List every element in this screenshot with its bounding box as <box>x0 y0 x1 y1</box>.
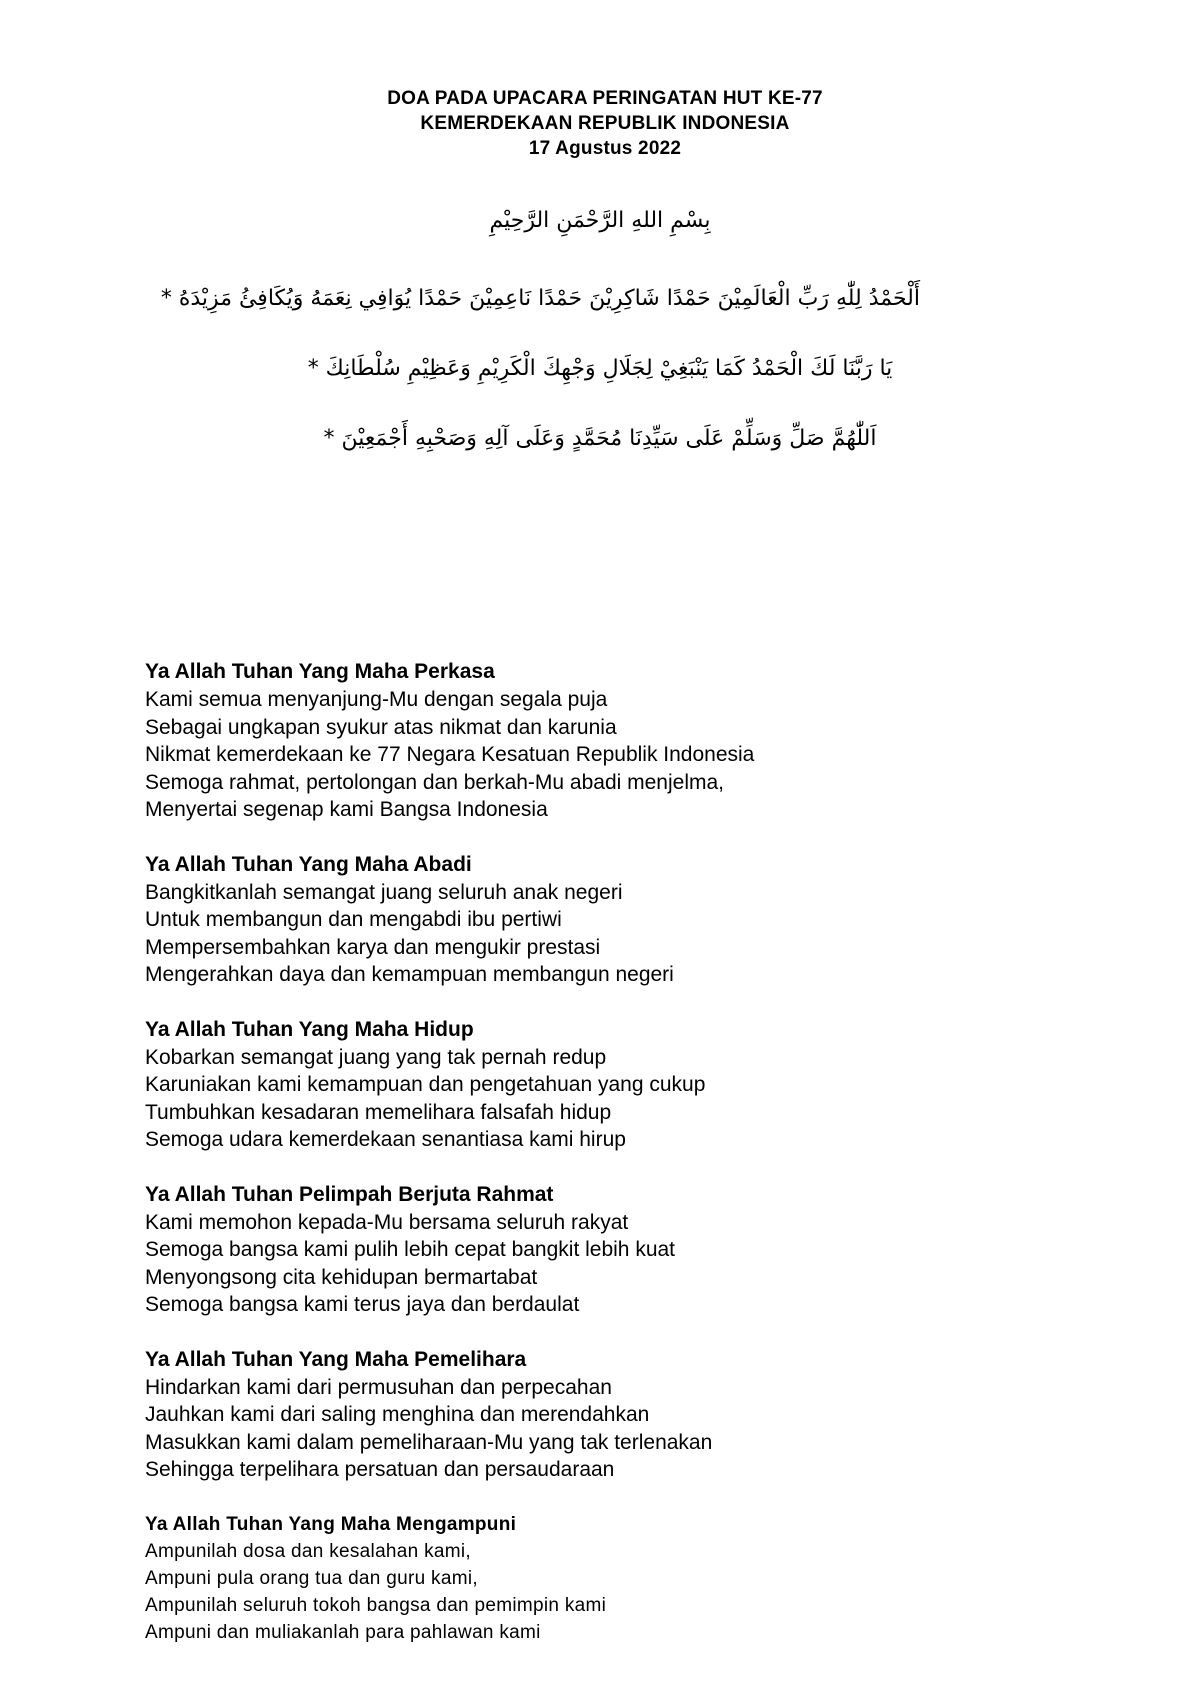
stanza-line: Jauhkan kami dari saling menghina dan merendahkan <box>145 1403 650 1426</box>
stanza-line: Karuniakan kami kemampuan dan pengetahuan yang cukup <box>145 1073 706 1096</box>
document-header <box>0 86 1200 161</box>
stanza-title: Ya Allah Tuhan Yang Maha Mengampuni <box>145 1513 517 1535</box>
stanza-line: Kami semua menyanjung-Mu dengan segala puja <box>145 688 608 711</box>
stanza-line: Menyertai segenap kami Bangsa Indonesia <box>145 798 548 821</box>
document-title-line-2: KEMERDEKAAN REPUBLIK INDONESIA <box>420 113 790 134</box>
stanza-rahmat <box>145 1181 1145 1319</box>
stanza-line: Semoga rahmat, pertolongan dan berkah-Mu abadi menjelma, <box>145 770 725 794</box>
stanza-line: Semoga bangsa kami terus jaya dan berdaulat <box>145 1293 580 1316</box>
stanza-pemelihara <box>145 1346 1145 1484</box>
stanza-title: Ya Allah Tuhan Yang Maha Perkasa <box>145 660 495 683</box>
stanza-title: Ya Allah Tuhan Yang Maha Pemelihara <box>145 1347 527 1371</box>
stanza-line: Sebagai ungkapan syukur atas nikmat dan karunia <box>145 715 617 739</box>
stanza-line: Ampuni dan muliakanlah para pahlawan kami <box>145 1621 541 1643</box>
stanza-line: Ampuni pula orang tua dan guru kami, <box>145 1567 478 1589</box>
stanza-line: Sehingga terpelihara persatuan dan persaudaraan <box>145 1458 615 1481</box>
stanza-title: Ya Allah Tuhan Pelimpah Berjuta Rahmat <box>145 1182 554 1206</box>
stanza-line: Semoga udara kemerdekaan senantiasa kami hirup <box>145 1128 626 1151</box>
stanza-line: Semoga bangsa kami pulih lebih cepat bangkit lebih kuat <box>145 1238 676 1261</box>
stanza-hidup <box>145 1016 1145 1154</box>
stanza-perkasa <box>145 658 1145 824</box>
prayer-body <box>145 658 1145 1673</box>
stanza-line: Kobarkan semangat juang yang tak pernah redup <box>145 1045 607 1069</box>
stanza-line: Hindarkan kami dari permusuhan dan perpecahan <box>145 1375 612 1399</box>
stanza-line: Ampunilah seluruh tokoh bangsa dan pemimpin kami <box>145 1594 607 1616</box>
stanza-line: Menyongsong cita kehidupan bermartabat <box>145 1265 538 1289</box>
arabic-line-hamdalah: أَلْحَمْدُ لِلّٰهِ رَبِّ الْعَالَمِيْنَ حَمْدًا شَاكِرِيْنَ حَمْدًا نَاعِمِيْنَ حَمْدًا يُوَافِي نِعَمَهُ وَيُكَافِئُ مَزِيْدَهُ * <box>160 286 920 311</box>
stanza-line: Kami memohon kepada-Mu bersama seluruh rakyat <box>145 1210 629 1234</box>
stanza-line: Ampunilah dosa dan kesalahan kami, <box>145 1540 472 1562</box>
stanza-line: Bangkitkanlah semangat juang seluruh anak negeri <box>145 880 623 904</box>
stanza-title: Ya Allah Tuhan Yang Maha Abadi <box>145 852 472 876</box>
stanza-line: Nikmat kemerdekaan ke 77 Negara Kesatuan Republik Indonesia <box>145 743 755 766</box>
stanza-line: Tumbuhkan kesadaran memelihara falsafah hidup <box>145 1100 612 1124</box>
document-title-line-1: DOA PADA UPACARA PERINGATAN HUT KE-77 <box>387 88 823 109</box>
arabic-line-praise: يَا رَبَّنَا لَكَ الْحَمْدُ كَمَا يَنْبَغِيْ لِجَلَالِ وَجْهِكَ الْكَرِيْمِ وَعَظِيْمِ سُلْطَانِكَ * <box>307 356 893 381</box>
stanza-abadi <box>145 851 1145 989</box>
stanza-title: Ya Allah Tuhan Yang Maha Hidup <box>145 1017 474 1041</box>
stanza-line: Untuk membangun dan mengabdi ibu pertiwi <box>145 908 562 931</box>
stanza-line: Mengerahkan daya dan kemampuan membangun negeri <box>145 963 674 986</box>
stanza-line: Mempersembahkan karya dan mengukir prestasi <box>145 935 601 959</box>
stanza-line: Masukkan kami dalam pemeliharaan-Mu yang tak terlenakan <box>145 1430 713 1454</box>
document-date: 17 Agustus 2022 <box>528 138 682 159</box>
arabic-line-shalawat: اَللّٰهُمَّ صَلِّ وَسَلِّمْ عَلَى سَيِّدِنَا مُحَمَّدٍ وَعَلَى آلِهِ وَصَحْبِهِ أَجْمَعِيْنَ * <box>323 426 877 451</box>
arabic-prayer-block <box>160 206 920 494</box>
arabic-basmalah: بِسْمِ اللهِ الرَّحْمَنِ الرَّحِيْمِ <box>489 208 711 233</box>
stanza-mengampuni <box>145 1511 1145 1646</box>
